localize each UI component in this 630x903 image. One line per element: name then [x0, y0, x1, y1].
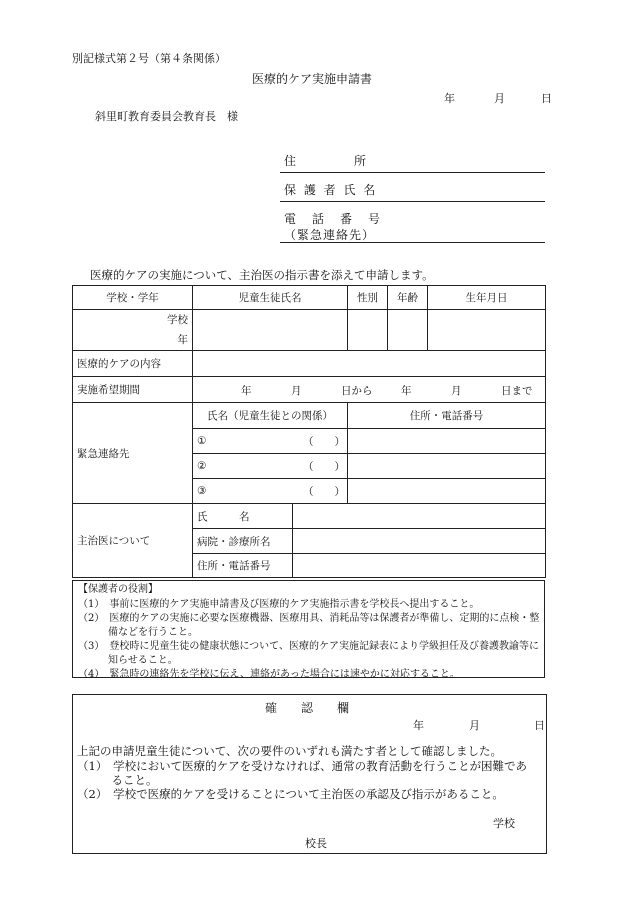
emergency-header-address: 住所・電話番号 — [348, 403, 546, 429]
confirm-item-1-cont: ること。 — [77, 773, 158, 787]
phone-row[interactable] — [280, 204, 545, 243]
doctor-hospital-label: 病院・診療所名 — [193, 529, 293, 554]
date-day: 日 — [541, 92, 552, 105]
emergency-relation-3: （ ） — [303, 486, 345, 498]
period-month-2: 月 — [451, 385, 462, 397]
roles-title: 【保護者の役割】 — [78, 584, 158, 595]
period-year-1: 年 — [241, 385, 252, 397]
period-day-from: 日から — [341, 385, 373, 397]
header-student-name: 児童生徒氏名 — [193, 286, 348, 310]
emergency-address-1[interactable] — [348, 429, 546, 454]
sex-cell[interactable] — [348, 310, 388, 351]
guardian-name-row[interactable] — [280, 175, 545, 202]
application-table — [72, 285, 546, 578]
header-school-grade: 学校・学年 — [73, 286, 193, 310]
address-label: 住 所 — [284, 154, 369, 168]
header-birthdate: 生年月日 — [428, 286, 546, 310]
confirm-item-1: （1） 学校において医療的ケアを受けなければ、通常の教育活動を行うことが困難であ — [77, 759, 528, 773]
emergency-contact-label: 緊急連絡先 — [73, 403, 193, 504]
doctor-address-label: 住所・電話番号 — [193, 554, 293, 578]
doctor-address-cell[interactable] — [293, 554, 546, 578]
confirm-lead: 上記の申請児童生徒について、次の要件のいずれも満たす者として確認しました。 — [77, 744, 503, 758]
period-month-1: 月 — [291, 385, 302, 397]
doctor-name-cell[interactable] — [293, 504, 546, 529]
emergency-address-2[interactable] — [348, 454, 546, 479]
emergency-contact-2[interactable] — [193, 454, 348, 479]
role-line-4: （3） 登校時に児童生徒の健康状態について、医療的ケア実施記録表により学級担任及び養護教諭等に — [78, 641, 539, 652]
date-year: 年 — [444, 92, 455, 105]
phone-label: 電 話 番 号 — [284, 212, 383, 226]
emergency-num-2: ② — [197, 460, 207, 472]
emergency-relation-1: （ ） — [303, 436, 345, 448]
confirm-item-2: （2） 学校で医療的ケアを受けることについて主治医の承認及び指示があること。 — [77, 787, 504, 801]
emergency-header-name: 氏名（児童生徒との関係） — [193, 403, 348, 429]
confirm-day: 日 — [534, 719, 545, 732]
period-day-until: 日まで — [501, 385, 533, 397]
emergency-address-3[interactable] — [348, 479, 546, 504]
role-line-6: （4） 緊急時の連絡先を学校に伝え、連絡があった場合には速やかに対応すること。 — [78, 669, 460, 680]
age-cell[interactable] — [388, 310, 428, 351]
applicant-address-row[interactable] — [280, 146, 545, 173]
form-number: 別記様式第２号（第４条関係） — [72, 52, 226, 65]
confirmation-box — [72, 694, 547, 854]
period-cell[interactable] — [193, 377, 546, 403]
period-year-2: 年 — [401, 385, 412, 397]
emergency-contact-3[interactable] — [193, 479, 348, 504]
header-sex: 性別 — [348, 286, 388, 310]
period-label: 実施希望期間 — [73, 377, 193, 403]
student-name-cell[interactable] — [193, 310, 348, 351]
doctor-label: 主治医について — [73, 504, 193, 578]
doctor-name-label: 氏 名 — [193, 504, 293, 529]
grade-suffix: 年 — [177, 334, 188, 346]
doctor-hospital-cell[interactable] — [293, 529, 546, 554]
phone-note: （緊急連絡先） — [284, 228, 376, 242]
role-line-1: （1） 事前に医療的ケア実施申請書及び医療的ケア実施指示書を学校長へ提出すること。 — [78, 599, 480, 610]
role-line-5: 知らせること。 — [78, 655, 178, 666]
guardian-roles-box — [72, 580, 545, 678]
emergency-relation-2: （ ） — [303, 461, 345, 473]
confirm-title: 確 認 欄 — [265, 701, 350, 715]
document-title: 医療的ケア実施申請書 — [252, 72, 373, 86]
date-month: 月 — [494, 92, 505, 105]
emergency-contact-1[interactable] — [193, 429, 348, 454]
confirm-year: 年 — [413, 719, 424, 732]
header-age: 年齢 — [388, 286, 428, 310]
school-grade-cell[interactable] — [73, 310, 193, 351]
confirm-school-suffix: 学校 — [493, 817, 515, 830]
addressee: 斜里町教育委員会教育長 様 — [95, 110, 238, 123]
guardian-name-label: 保 護 者 氏 名 — [284, 183, 378, 197]
birthdate-cell[interactable] — [428, 310, 546, 351]
intro-text: 医療的ケアの実施について、主治医の指示書を添えて申請します。 — [90, 268, 434, 282]
emergency-num-3: ③ — [197, 485, 207, 497]
care-content-label: 医療的ケアの内容 — [73, 351, 193, 377]
role-line-2: （2） 医療的ケアの実施に必要な医療機器、医療用具、消耗品等は保護者が準備し、定期的に点検・整 — [78, 613, 540, 624]
care-content-cell[interactable] — [193, 351, 546, 377]
school-suffix: 学校 — [167, 314, 188, 326]
emergency-num-1: ① — [197, 435, 207, 447]
role-line-3: 備などを行うこと。 — [78, 627, 198, 638]
confirm-principal: 校長 — [305, 837, 327, 850]
confirm-month: 月 — [469, 719, 480, 732]
